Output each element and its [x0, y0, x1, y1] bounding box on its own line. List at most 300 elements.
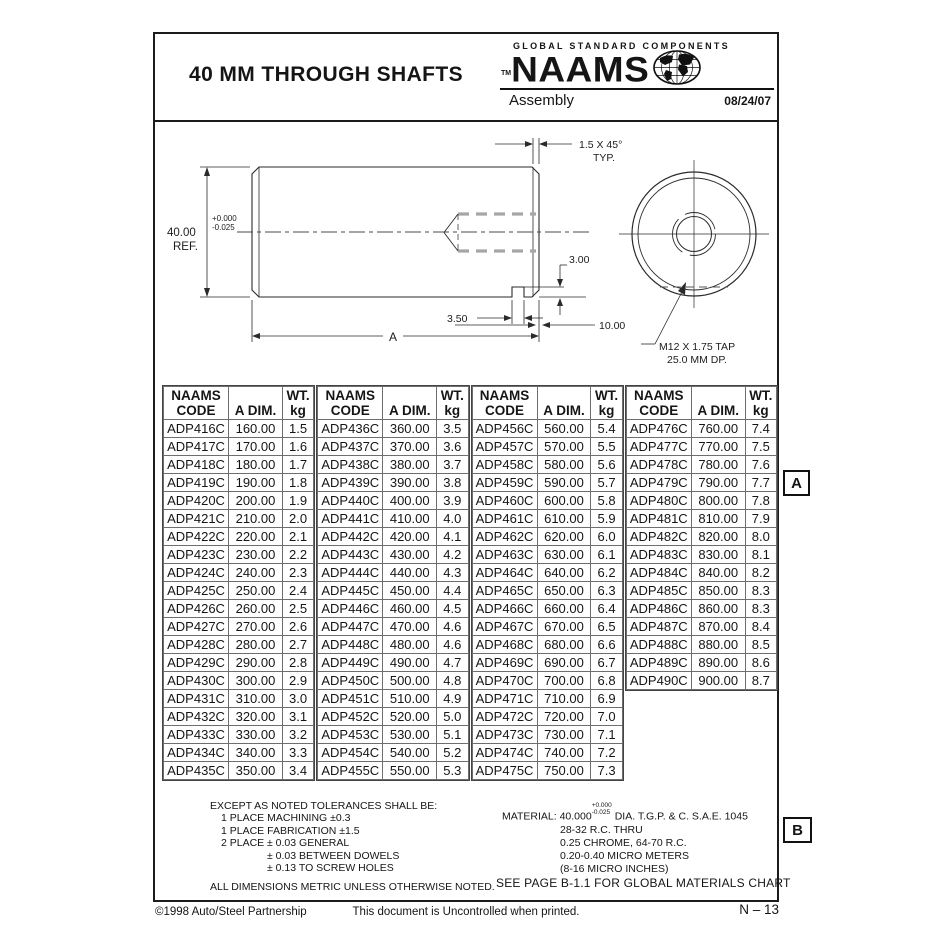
weight-cell: 1.5	[282, 420, 313, 438]
table-row	[472, 672, 622, 690]
weight-cell: 8.5	[745, 636, 776, 654]
naams-code-cell: ADP423C	[164, 546, 229, 564]
a-dim-cell: 330.00	[229, 726, 283, 744]
weight-cell: 7.8	[745, 492, 776, 510]
weight-cell: 6.0	[591, 528, 622, 546]
spec-tables	[163, 386, 777, 780]
naams-code-cell: ADP472C	[472, 708, 537, 726]
page-title: 40 MM THROUGH SHAFTS	[189, 63, 464, 86]
weight-cell: 4.6	[437, 636, 468, 654]
table-row	[318, 564, 468, 582]
naams-code-cell: ADP442C	[318, 528, 383, 546]
a-dim-cell: 730.00	[537, 726, 591, 744]
weight-cell: 8.0	[745, 528, 776, 546]
weight-cell: 4.0	[437, 510, 468, 528]
tapped-hole-hidden-lines	[444, 214, 536, 251]
weight-cell: 2.4	[282, 582, 313, 600]
a-dim-cell: 750.00	[537, 762, 591, 780]
a-dim-cell: 490.00	[383, 654, 437, 672]
naams-code-cell: ADP419C	[164, 474, 229, 492]
table-row	[164, 420, 314, 438]
naams-code-cell: ADP432C	[164, 708, 229, 726]
tap-callout	[641, 282, 686, 344]
weight-cell: 8.3	[745, 600, 776, 618]
table-row	[472, 708, 622, 726]
weight-cell: 8.7	[745, 672, 776, 690]
table-row	[626, 420, 776, 438]
table-row	[318, 420, 468, 438]
weight-cell: 4.6	[437, 618, 468, 636]
tolerance-2place-label: 2 PLACE	[221, 837, 265, 850]
spec-table	[472, 386, 623, 780]
table-row	[164, 654, 314, 672]
weight-cell: 8.2	[745, 564, 776, 582]
col-header-naams-code: NAAMS CODE	[318, 387, 383, 420]
table-row	[164, 636, 314, 654]
col-header-naams-code: NAAMS CODE	[472, 387, 537, 420]
a-dim-cell: 740.00	[537, 744, 591, 762]
table-row	[626, 528, 776, 546]
brand-row	[500, 49, 774, 88]
a-dim-cell: 590.00	[537, 474, 591, 492]
a-dim-cell: 460.00	[383, 600, 437, 618]
dim-groove-depth	[557, 265, 567, 315]
table-row	[318, 546, 468, 564]
naams-code-cell: ADP477C	[626, 438, 691, 456]
weight-cell: 2.9	[282, 672, 313, 690]
dim-tol-plus: +0.000	[212, 214, 237, 223]
table-row	[472, 456, 622, 474]
col-header-naams-code: NAAMS CODE	[164, 387, 229, 420]
naams-logo	[500, 41, 774, 109]
a-dim-cell: 760.00	[691, 420, 745, 438]
a-dim-cell: 660.00	[537, 600, 591, 618]
table-row	[164, 744, 314, 762]
footer-copyright: ©1998 Auto/Steel Partnership	[155, 906, 307, 918]
weight-cell: 7.6	[745, 456, 776, 474]
material-spec: DIA. T.G.P. & C. S.A.E. 1045	[614, 810, 748, 823]
a-dim-cell: 860.00	[691, 600, 745, 618]
tolerance-notes	[210, 800, 495, 894]
dim-typ-label: TYP.	[593, 152, 615, 164]
naams-code-cell: ADP438C	[318, 456, 383, 474]
a-dim-cell: 570.00	[537, 438, 591, 456]
a-dim-cell: 230.00	[229, 546, 283, 564]
naams-code-cell: ADP453C	[318, 726, 383, 744]
table-row	[472, 420, 622, 438]
a-dim-cell: 880.00	[691, 636, 745, 654]
table-row	[472, 600, 622, 618]
page-header	[155, 34, 777, 122]
table-row	[626, 546, 776, 564]
weight-cell: 2.2	[282, 546, 313, 564]
brand-name: NAAMS	[511, 49, 650, 90]
a-dim-cell: 320.00	[229, 708, 283, 726]
naams-code-cell: ADP466C	[472, 600, 537, 618]
table-row	[472, 438, 622, 456]
naams-code-cell: ADP440C	[318, 492, 383, 510]
table-row	[164, 708, 314, 726]
naams-code-cell: ADP486C	[626, 600, 691, 618]
a-dim-cell: 500.00	[383, 672, 437, 690]
naams-code-cell: ADP427C	[164, 618, 229, 636]
dim-end-offset-value: 10.00	[599, 320, 626, 332]
dim-diameter-value: 40.00	[167, 227, 196, 239]
table-row	[318, 492, 468, 510]
table-row	[472, 690, 622, 708]
weight-cell: 4.1	[437, 528, 468, 546]
logo-subrow	[500, 90, 774, 109]
weight-cell: 7.4	[745, 420, 776, 438]
table-row	[318, 744, 468, 762]
weight-cell: 6.5	[591, 618, 622, 636]
a-dim-cell: 260.00	[229, 600, 283, 618]
tolerance-line: ± 0.03 BETWEEN DOWELS	[267, 849, 400, 862]
a-dim-cell: 370.00	[383, 438, 437, 456]
weight-cell: 5.3	[437, 762, 468, 780]
weight-cell: 1.6	[282, 438, 313, 456]
tolerance-heading: EXCEPT AS NOTED TOLERANCES SHALL BE:	[210, 800, 438, 812]
a-dim-cell: 690.00	[537, 654, 591, 672]
a-dim-cell: 560.00	[537, 420, 591, 438]
weight-cell: 6.2	[591, 564, 622, 582]
document-page	[153, 32, 791, 902]
naams-code-cell: ADP429C	[164, 654, 229, 672]
naams-code-cell: ADP439C	[318, 474, 383, 492]
a-dim-cell: 250.00	[229, 582, 283, 600]
naams-code-cell: ADP417C	[164, 438, 229, 456]
naams-code-cell: ADP480C	[626, 492, 691, 510]
weight-cell: 5.8	[591, 492, 622, 510]
naams-code-cell: ADP482C	[626, 528, 691, 546]
col-header-a-dim: A DIM.	[691, 387, 745, 420]
table-row	[318, 690, 468, 708]
naams-code-cell: ADP458C	[472, 456, 537, 474]
material-tolerance: +0.000 -0.025	[591, 802, 612, 816]
naams-code-cell: ADP483C	[626, 546, 691, 564]
a-dim-cell: 310.00	[229, 690, 283, 708]
naams-code-cell: ADP435C	[164, 762, 229, 780]
table-row	[318, 618, 468, 636]
naams-code-cell: ADP430C	[164, 672, 229, 690]
a-dim-cell: 240.00	[229, 564, 283, 582]
table-row	[472, 564, 622, 582]
weight-cell: 2.6	[282, 618, 313, 636]
naams-code-cell: ADP426C	[164, 600, 229, 618]
table-row	[626, 510, 776, 528]
table-row	[626, 654, 776, 672]
naams-code-cell: ADP433C	[164, 726, 229, 744]
table-row	[164, 546, 314, 564]
table-row	[626, 582, 776, 600]
a-dim-cell: 470.00	[383, 618, 437, 636]
table-row	[472, 510, 622, 528]
weight-cell: 7.1	[591, 726, 622, 744]
table-row	[318, 762, 468, 780]
material-value: 40.000	[559, 810, 592, 823]
weight-cell: 7.3	[591, 762, 622, 780]
weight-cell: 4.7	[437, 654, 468, 672]
naams-code-cell: ADP459C	[472, 474, 537, 492]
table-row	[626, 636, 776, 654]
a-dim-cell: 200.00	[229, 492, 283, 510]
a-dim-cell: 600.00	[537, 492, 591, 510]
a-dim-cell: 820.00	[691, 528, 745, 546]
weight-cell: 7.7	[745, 474, 776, 492]
weight-cell: 2.1	[282, 528, 313, 546]
a-dim-cell: 340.00	[229, 744, 283, 762]
a-dim-cell: 170.00	[229, 438, 283, 456]
globe-icon	[652, 49, 702, 86]
a-dim-cell: 390.00	[383, 474, 437, 492]
naams-code-cell: ADP469C	[472, 654, 537, 672]
weight-cell: 6.1	[591, 546, 622, 564]
a-dim-cell: 360.00	[383, 420, 437, 438]
spec-table	[163, 386, 314, 780]
weight-cell: 3.2	[282, 726, 313, 744]
weight-cell: 4.9	[437, 690, 468, 708]
naams-code-cell: ADP488C	[626, 636, 691, 654]
weight-cell: 3.9	[437, 492, 468, 510]
trademark-symbol: TM	[501, 70, 512, 77]
naams-code-cell: ADP452C	[318, 708, 383, 726]
naams-code-cell: ADP455C	[318, 762, 383, 780]
table-row	[626, 600, 776, 618]
table-row	[164, 762, 314, 780]
tap-callout-line2: 25.0 MM DP.	[667, 354, 727, 366]
table-row	[164, 474, 314, 492]
col-header-naams-code: NAAMS CODE	[626, 387, 691, 420]
table-row	[164, 582, 314, 600]
a-dim-cell: 540.00	[383, 744, 437, 762]
a-dim-cell: 700.00	[537, 672, 591, 690]
naams-code-cell: ADP490C	[626, 672, 691, 690]
table-row	[318, 708, 468, 726]
naams-code-cell: ADP478C	[626, 456, 691, 474]
weight-cell: 1.8	[282, 474, 313, 492]
table-row	[318, 474, 468, 492]
naams-code-cell: ADP443C	[318, 546, 383, 564]
table-row	[472, 726, 622, 744]
brand-tagline: GLOBAL STANDARD COMPONENTS	[513, 41, 730, 51]
weight-cell: 5.1	[437, 726, 468, 744]
naams-code-cell: ADP457C	[472, 438, 537, 456]
table-row	[318, 438, 468, 456]
table-row	[472, 582, 622, 600]
a-dim-cell: 850.00	[691, 582, 745, 600]
naams-code-cell: ADP471C	[472, 690, 537, 708]
table-row	[472, 492, 622, 510]
weight-cell: 1.9	[282, 492, 313, 510]
a-dim-cell: 530.00	[383, 726, 437, 744]
table-row	[472, 654, 622, 672]
material-line: 0.25 CHROME, 64-70 R.C.	[560, 836, 687, 849]
index-tab-a: A	[783, 470, 810, 496]
tolerance-line: 1 PLACE FABRICATION ±1.5	[221, 824, 360, 837]
a-dim-cell: 480.00	[383, 636, 437, 654]
table-row	[164, 510, 314, 528]
a-dim-cell: 770.00	[691, 438, 745, 456]
weight-cell: 5.2	[437, 744, 468, 762]
naams-code-cell: ADP481C	[626, 510, 691, 528]
a-dim-cell: 710.00	[537, 690, 591, 708]
dim-chamfer-value: 1.5 X 45°	[579, 139, 623, 151]
naams-code-cell: ADP428C	[164, 636, 229, 654]
naams-code-cell: ADP441C	[318, 510, 383, 528]
weight-cell: 3.1	[282, 708, 313, 726]
naams-code-cell: ADP479C	[626, 474, 691, 492]
table-row	[164, 672, 314, 690]
spec-table	[317, 386, 468, 780]
weight-cell: 5.5	[591, 438, 622, 456]
a-dim-cell: 780.00	[691, 456, 745, 474]
table-row	[164, 564, 314, 582]
table-row	[318, 510, 468, 528]
naams-code-cell: ADP437C	[318, 438, 383, 456]
a-dim-cell: 270.00	[229, 618, 283, 636]
weight-cell: 6.3	[591, 582, 622, 600]
naams-code-cell: ADP468C	[472, 636, 537, 654]
weight-cell: 7.0	[591, 708, 622, 726]
a-dim-cell: 550.00	[383, 762, 437, 780]
naams-code-cell: ADP463C	[472, 546, 537, 564]
weight-cell: 8.4	[745, 618, 776, 636]
weight-cell: 6.9	[591, 690, 622, 708]
table-row	[318, 600, 468, 618]
weight-cell: 8.1	[745, 546, 776, 564]
weight-cell: 3.7	[437, 456, 468, 474]
a-dim-cell: 790.00	[691, 474, 745, 492]
weight-cell: 3.3	[282, 744, 313, 762]
naams-code-cell: ADP475C	[472, 762, 537, 780]
naams-code-cell: ADP445C	[318, 582, 383, 600]
weight-cell: 2.8	[282, 654, 313, 672]
table-row	[164, 456, 314, 474]
dim-chamfer	[495, 138, 572, 164]
a-dim-cell: 840.00	[691, 564, 745, 582]
table-row	[164, 528, 314, 546]
a-dim-cell: 870.00	[691, 618, 745, 636]
table-row	[472, 546, 622, 564]
naams-code-cell: ADP474C	[472, 744, 537, 762]
table-row	[164, 600, 314, 618]
a-dim-cell: 410.00	[383, 510, 437, 528]
material-line: 0.20-0.40 MICRO METERS	[560, 849, 689, 862]
a-dim-cell: 580.00	[537, 456, 591, 474]
index-tab-b: B	[783, 817, 812, 843]
material-line1	[502, 803, 748, 824]
col-header-weight: WT. kg	[591, 387, 622, 420]
table-row	[318, 636, 468, 654]
a-dim-cell: 890.00	[691, 654, 745, 672]
a-dim-cell: 440.00	[383, 564, 437, 582]
table-row	[472, 636, 622, 654]
a-dim-cell: 210.00	[229, 510, 283, 528]
naams-code-cell: ADP416C	[164, 420, 229, 438]
a-dim-cell: 650.00	[537, 582, 591, 600]
see-page-note: SEE PAGE B-1.1 FOR GLOBAL MATERIALS CHART	[496, 876, 791, 890]
tolerance-line: 1 PLACE MACHINING ±0.3	[221, 812, 351, 825]
weight-cell: 5.7	[591, 474, 622, 492]
weight-cell: 5.9	[591, 510, 622, 528]
table-row	[626, 672, 776, 690]
table-row	[626, 492, 776, 510]
weight-cell: 2.7	[282, 636, 313, 654]
naams-code-cell: ADP434C	[164, 744, 229, 762]
naams-code-cell: ADP450C	[318, 672, 383, 690]
logo-subtitle: Assembly	[509, 92, 575, 109]
naams-code-cell: ADP461C	[472, 510, 537, 528]
naams-code-cell: ADP424C	[164, 564, 229, 582]
a-dim-cell: 800.00	[691, 492, 745, 510]
a-dim-cell: 830.00	[691, 546, 745, 564]
a-dim-cell: 420.00	[383, 528, 437, 546]
material-line: 28-32 R.C. THRU	[560, 823, 643, 836]
table-row	[626, 438, 776, 456]
col-header-a-dim: A DIM.	[229, 387, 283, 420]
tap-callout-line1: M12 X 1.75 TAP	[659, 341, 736, 353]
table-row	[318, 456, 468, 474]
table-row	[318, 654, 468, 672]
weight-cell: 7.2	[591, 744, 622, 762]
a-dim-cell: 680.00	[537, 636, 591, 654]
weight-cell: 5.4	[591, 420, 622, 438]
col-header-weight: WT. kg	[437, 387, 468, 420]
a-dim-cell: 280.00	[229, 636, 283, 654]
a-dim-cell: 290.00	[229, 654, 283, 672]
weight-cell: 2.0	[282, 510, 313, 528]
weight-cell: 7.9	[745, 510, 776, 528]
tolerance-line: ± 0.13 TO SCREW HOLES	[267, 862, 394, 875]
table-row	[318, 726, 468, 744]
table-row	[164, 690, 314, 708]
weight-cell: 4.4	[437, 582, 468, 600]
footer-page-number: N – 13	[739, 902, 779, 917]
naams-code-cell: ADP451C	[318, 690, 383, 708]
weight-cell: 7.5	[745, 438, 776, 456]
col-header-a-dim: A DIM.	[537, 387, 591, 420]
naams-code-cell: ADP447C	[318, 618, 383, 636]
table-row	[472, 618, 622, 636]
weight-cell: 6.6	[591, 636, 622, 654]
naams-code-cell: ADP444C	[318, 564, 383, 582]
a-dim-cell: 520.00	[383, 708, 437, 726]
dim-length-value: A	[389, 330, 398, 344]
tolerance-2place-general: ± 0.03 GENERAL	[267, 837, 350, 850]
naams-code-cell: ADP462C	[472, 528, 537, 546]
a-dim-cell: 160.00	[229, 420, 283, 438]
table-row	[318, 672, 468, 690]
weight-cell: 6.7	[591, 654, 622, 672]
dim-groove-width	[477, 300, 543, 324]
a-dim-cell: 670.00	[537, 618, 591, 636]
naams-code-cell: ADP422C	[164, 528, 229, 546]
naams-code-cell: ADP420C	[164, 492, 229, 510]
naams-code-cell: ADP436C	[318, 420, 383, 438]
table-row	[626, 564, 776, 582]
dim-groove-width-value: 3.50	[447, 313, 468, 325]
weight-cell: 8.6	[745, 654, 776, 672]
naams-code-cell: ADP465C	[472, 582, 537, 600]
a-dim-cell: 610.00	[537, 510, 591, 528]
naams-code-cell: ADP473C	[472, 726, 537, 744]
naams-code-cell: ADP421C	[164, 510, 229, 528]
a-dim-cell: 350.00	[229, 762, 283, 780]
material-label: MATERIAL:	[502, 810, 557, 823]
a-dim-cell: 810.00	[691, 510, 745, 528]
weight-cell: 2.3	[282, 564, 313, 582]
col-header-a-dim: A DIM.	[383, 387, 437, 420]
